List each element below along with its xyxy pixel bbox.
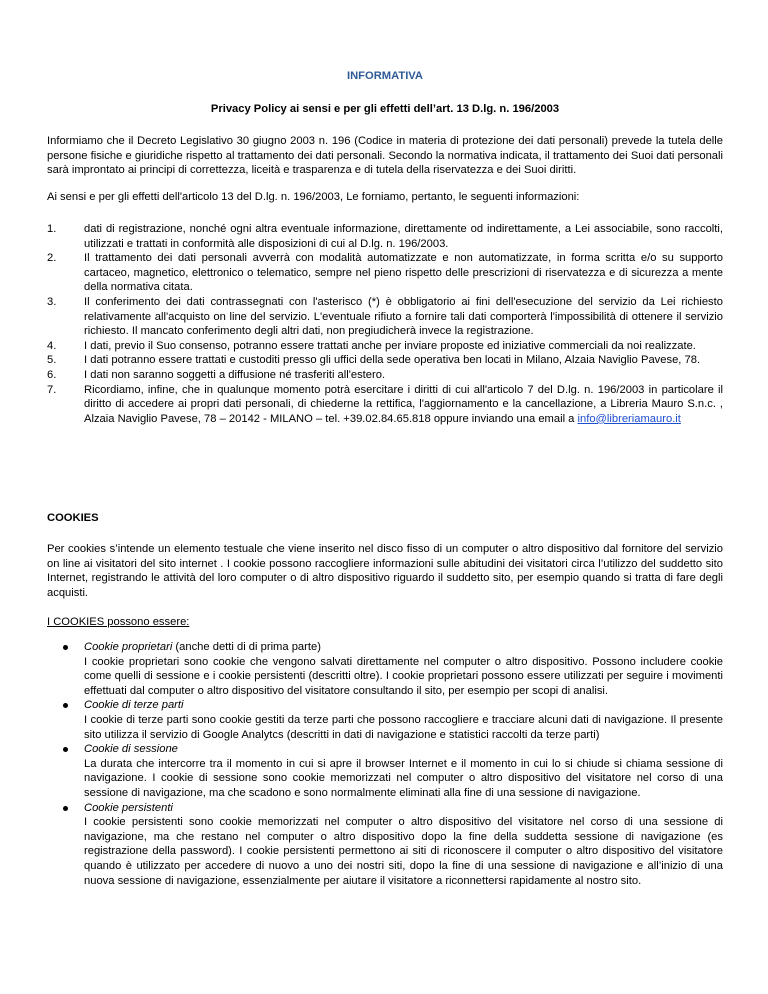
cookie-types-list — [47, 640, 723, 888]
cookie-type-description: I cookie persistenti sono cookie memorizzati nel computer o altro dispositivo del visitatore nel corso di una sessione di navigazione, ma che restano nel computer o altro dispositivo dopo la fine della suddetta sessione di navigazione (es registrazione della password). I cookie persistenti permettono ai siti di riconoscere il computer o altro dispositivo del visitatore quando è utilizzato per accedere di nuovo a uno dei nostri siti, dopo la fine di una sessione di navigazione e all’inizio di una nuova sessione di navigazione, essenzialmente per aiutare il visitatore a riconnettersi rapidamente al nostro sito. — [84, 816, 723, 887]
cookie-type-description: La durata che intercorre tra il momento in cui si apre il browser Internet e il momento in cui lo si chiude si chiama sessione di navigazione. I cookie di sessione sono cookie memorizzati nel computer o altro dispositivo del visitatore nel corso di una sessione di navigazione, ma che scadono e sono normalmente eliminati alla fine di una sessione di navigazione. — [84, 757, 723, 799]
list-item — [47, 368, 723, 383]
cookie-type-description: I cookie di terze parti sono cookie gestiti da terze parti che possono raccogliere e tracciare alcuni dati di navigazione. Il presente sito utilizza il servizio di Google Analytcs (descritti in dati di navigazione e statistici raccolti da terze parti) — [84, 713, 723, 741]
list-item — [47, 698, 723, 742]
list-number: 7. — [47, 383, 57, 396]
cookie-type-term: Cookie persistenti — [84, 801, 173, 814]
list-item — [47, 251, 723, 295]
list-item — [47, 742, 723, 800]
list-item-text: Ricordiamo, infine, che in qualunque momento potrà esercitare i diritti di cui all'articolo 7 del D.lg. n. 196/2003 in particolare il diritto di accedere ai propri dati personali, di chiederne la rettifica, l'aggiornamento e la cancellazione, a Libreria Mauro S.n.c. , Alzaia Naviglio Pavese, 78 – 20142 - MILANO – tel. +39.02.84.65.818 oppure inviando una email a — [84, 383, 723, 425]
list-item — [47, 640, 723, 698]
cookie-type-title — [84, 698, 723, 713]
document-title: INFORMATIVA — [346, 70, 424, 82]
list-item — [47, 801, 723, 889]
document-subtitle: Privacy Policy ai sensi e per gli effetti dell’art. 13 D.lg. n. 196/2003 — [210, 103, 560, 115]
bullet-icon — [63, 806, 68, 811]
cookies-paragraph: Per cookies s’intende un elemento testuale che viene inserito nel disco fisso di un computer o altro dispositivo dal fornitore del servizio on line ai visitatori del sito internet . I cookie possono raccogliere informazioni sulle abitudini dei visitatori circa l’utilizzo del suddetto sito Internet, registrando le attività del loro computer o di altro dispositivo riguardo il suddetto sito, per esempio quando si tratta di fare degli acquisti. — [47, 543, 723, 599]
cookie-type-description: I cookie proprietari sono cookie che vengono salvati direttamente nel computer o altro dispositivo. Possono includere cookie come quelli di sessione e i cookie persistenti (descritti oltre). I cookie proprietari possono essere utilizzati per seguire i movimenti effettuati dal computer o altro dispositivo del visitatore consultando il sito, per esempio per scopi di analisi. — [84, 655, 723, 697]
list-number: 6. — [47, 368, 57, 381]
cookie-type-title — [84, 742, 723, 757]
list-item-text: I dati potranno essere trattati e custoditi presso gli uffici della sede operativa ben locati in Milano, Alzaia Naviglio Pavese, 78. — [84, 354, 701, 367]
list-number: 3. — [47, 295, 57, 308]
list-item-text: Il conferimento dei dati contrassegnati con l'asterisco (*) è obbligatorio ai fini dell'esecuzione del servizio da Lei richiesto relativamente all'acquisto on line del servizio. L'eventuale rifiuto a fornire tali dati comporterà l'impossibilità di ottenere il servizio richiesto. Il mancato conferimento degli altri dati, non pregiudicherà invece la registrazione. — [84, 295, 723, 338]
cookie-type-title — [84, 640, 723, 655]
list-number: 4. — [47, 339, 57, 352]
list-item — [47, 353, 723, 368]
email-link[interactable]: info@libreriamauro.it — [577, 412, 681, 425]
list-number: 1. — [47, 223, 57, 235]
information-list — [47, 222, 723, 426]
list-item-text: Il trattamento dei dati personali avverrà con modalità automatizzate e non automatizzate, in forma scritta e/o su supporto cartaceo, magnetico, elettronico o telematico, sempre nel pieno rispetto delle prescrizioni di riservatezza e di sicurezza a mente della normativa citata. — [84, 252, 723, 294]
cookie-type-title — [84, 801, 723, 816]
list-item-text: I dati, previo il Suo consenso, potranno essere trattati anche per inviare proposte ed iniziative commerciali da noi realizzate. — [84, 339, 696, 352]
list-item — [47, 222, 723, 251]
cookie-type-term: Cookie di sessione — [84, 743, 178, 756]
intro-lead-paragraph: Ai sensi e per gli effetti dell'articolo 13 del D.lg. n. 196/2003, Le forniamo, pertanto, le seguenti informazioni: — [47, 191, 580, 203]
cookies-heading: COOKIES — [47, 512, 99, 524]
bullet-icon — [63, 645, 68, 650]
list-item-text: I dati non saranno soggetti a diffusione né trasferiti all'estero. — [84, 368, 386, 381]
cookie-type-term: Cookie proprietari — [84, 641, 173, 653]
list-number: 5. — [47, 354, 57, 367]
bullet-icon — [63, 703, 68, 708]
list-item — [47, 383, 723, 427]
intro-paragraph: Informiamo che il Decreto Legislativo 30 giugno 2003 n. 196 (Codice in materia di protezione dei dati personali) prevede la tutela delle persone fisiche e giuridiche rispetto al trattamento dei dati personali. Secondo la normativa indicata, il trattamento dei Suoi dati personali sarà improntato ai principi di correttezza, liceità e trasparenza e di tutela della riservatezza e dei Suoi diritti. — [47, 135, 723, 177]
bullet-icon — [63, 747, 68, 752]
list-number: 2. — [47, 252, 57, 265]
list-item — [47, 295, 723, 339]
cookie-type-suffix: (anche detti di di prima parte) — [172, 641, 321, 653]
list-item-text: dati di registrazione, nonché ogni altra eventuale informazione, direttamente od indirettamente, a Lei associabile, sono raccolti, utilizzati e trattati in conformità alle disposizioni di cui al D.lg. n. 196/2003. — [84, 223, 723, 250]
cookie-type-term: Cookie di terze parti — [84, 699, 184, 712]
list-item — [47, 339, 723, 354]
cookie-types-label: I COOKIES possono essere: — [47, 616, 190, 628]
